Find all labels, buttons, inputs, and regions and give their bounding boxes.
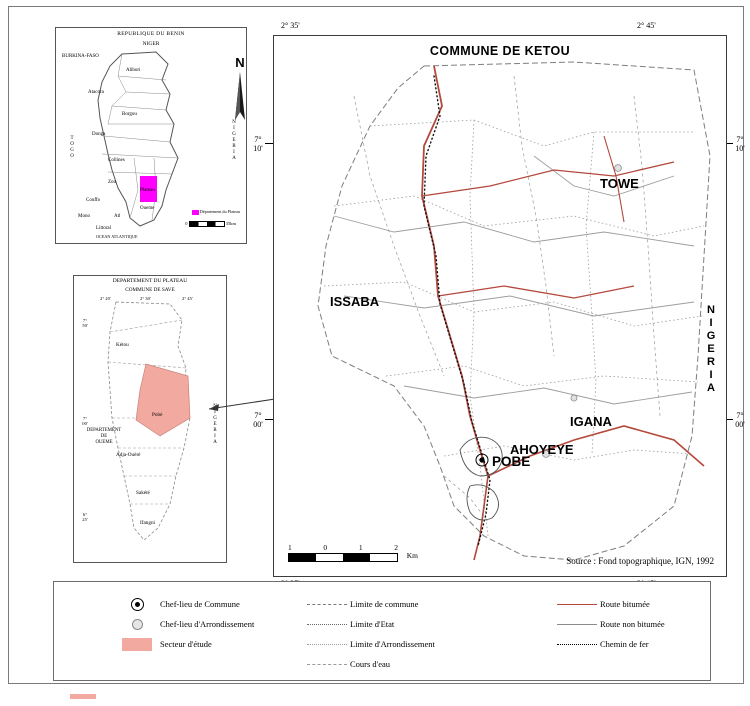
scale-tick-0: 1: [288, 543, 292, 552]
graticule-right-south: 7° 00': [735, 411, 745, 429]
chef-lieu-commune-icon: [114, 598, 160, 611]
plateau-legend-swatch: [192, 210, 199, 215]
inset-benin-ocean-label: OCEAN ATLANTIQUE: [96, 234, 138, 239]
main-map-scalebar: [288, 543, 418, 562]
scale-tick-2: 1: [358, 543, 363, 552]
legend-item-route-non-bitumee: [554, 614, 665, 634]
callout-leader-line: [207, 395, 277, 411]
legend-column-2: [304, 594, 435, 674]
inset-benin-dept-5: Zou: [108, 180, 117, 185]
legend-item-chef-lieu-commune: [114, 594, 254, 614]
inset-benin-dept-2: Borgou: [122, 112, 137, 117]
inset-benin-east-neighbor: N I G E R I A: [232, 120, 236, 161]
legend-label-limite-commune: Limite de commune: [350, 599, 419, 609]
inset-plateau-commune-2: Adja-Ouèrè: [116, 452, 141, 458]
legend-item-cours-eau: [304, 654, 435, 674]
place-label-ahoyeye: AHOYEYE: [510, 442, 574, 457]
limite-commune-line-icon: [304, 604, 350, 605]
legend-label-chef-lieu-commune: Chef-lieu de Commune: [160, 599, 240, 609]
legend-label-secteur-etude: Secteur d'étude: [160, 639, 212, 649]
place-label-igana: IGANA: [570, 414, 612, 429]
legend-label-route-non-bitumee: Route non bitumée: [600, 619, 665, 629]
map-source-note: Source : Fond topographique, IGN, 1992: [566, 556, 714, 566]
inset-plateau-coord-left-1: 7° 00': [82, 416, 88, 426]
inset-benin-dept-11: Littoral: [96, 226, 111, 231]
inset-benin-dept-7: Mono: [78, 214, 90, 219]
cours-eau-line-icon: [304, 664, 350, 665]
tick-left-north: [265, 143, 273, 144]
graticule-left-south: 7° 00': [253, 411, 263, 429]
inset-benin-dept-8: Plateau: [140, 188, 155, 193]
legend-item-chemin-fer: [554, 634, 665, 654]
graticule-left-north: 7° 10': [253, 135, 263, 153]
inset-benin-dept-1: Atacora: [88, 90, 104, 95]
map-figure: [8, 6, 744, 684]
inset-plateau-commune-1: Pobè: [152, 412, 163, 418]
graticule-right-north: 7° 10': [735, 135, 745, 153]
plateau-outline-shape: [100, 298, 200, 546]
place-label-pobe: POBE: [492, 454, 531, 469]
limite-etat-line-icon: [304, 624, 350, 625]
legend-item-secteur-etude: [114, 634, 254, 654]
inset-plateau-map: [73, 275, 227, 563]
chemin-fer-line-icon: [554, 644, 600, 645]
inset-plateau-commune-3: Sakété: [136, 490, 150, 496]
scale-tick-1: 0: [323, 543, 328, 552]
inset-plateau-north-label: COMMUNE DE SAVE: [125, 287, 175, 293]
legend-item-route-bitumee: [554, 594, 665, 614]
graticule-top-left: 2° 35': [281, 21, 300, 30]
scale-tick-3: 2: [394, 543, 398, 552]
inset-plateau-west-label: DEPARTEMENT DE OUEME: [86, 428, 122, 445]
inset-plateau-coord-top-2: 2° 45': [182, 296, 193, 301]
inset-plateau-coord-top-0: 2° 20': [100, 296, 111, 301]
legend-column-1: [114, 594, 254, 654]
main-map-title: COMMUNE DE KETOU: [429, 44, 571, 58]
legend-item-chef-lieu-arrondissement: [114, 614, 254, 634]
page-bottom-swatch: [70, 694, 96, 699]
chef-lieu-arrondissement-icon: [114, 619, 160, 630]
inset-plateau-commune-0: Kétou: [116, 342, 129, 348]
map-legend: [53, 581, 711, 681]
legend-label-route-bitumee: Route bitumée: [600, 599, 650, 609]
plateau-legend-label: Département du Plateau: [199, 209, 240, 215]
legend-label-limite-etat: Limite d'Etat: [350, 619, 395, 629]
inset-plateau-coord-top-1: 2° 30': [140, 296, 151, 301]
inset-benin-map: [55, 27, 247, 244]
inset-benin-north-neighbor: NIGER: [142, 41, 160, 47]
inset-benin-southwest-neighbor: T O G O: [70, 136, 74, 159]
inset-benin-scale-bar: [189, 221, 225, 227]
route-bitumee-line-icon: [554, 604, 600, 605]
inset-benin-west-neighbor: BURKINA-FASO: [62, 54, 99, 59]
north-arrow: [227, 55, 253, 133]
legend-label-chef-lieu-arrondissement: Chef-lieu d'Arrondissement: [160, 619, 255, 629]
inset-benin-dept-4: Collines: [108, 158, 125, 163]
graticule-top-right: 2° 45': [637, 21, 656, 30]
limite-arrondissement-line-icon: [304, 644, 350, 645]
legend-column-3: [554, 594, 665, 654]
inset-benin-scalebar: [185, 221, 236, 227]
north-arrow-label: N: [235, 55, 245, 70]
north-arrow-icon: [230, 70, 250, 128]
inset-benin-title: REPUBLIQUE DU BENIN: [117, 31, 185, 37]
legend-label-limite-arrondissement: Limite d'Arrondissement: [350, 639, 435, 649]
inset-benin-dept-3: Donga: [92, 132, 106, 137]
legend-item-limite-commune: [304, 594, 435, 614]
legend-label-cours-eau: Cours d'eau: [350, 659, 391, 669]
inset-plateau-commune-4: Ifangni: [140, 520, 155, 526]
legend-item-limite-arrondissement: [304, 634, 435, 654]
inset-benin-dept-9: Atl: [114, 214, 121, 219]
main-map: [273, 35, 727, 577]
place-label-issaba: ISSABA: [330, 294, 380, 309]
place-label-towe: TOWE: [600, 176, 639, 191]
scale-unit-label: Km: [406, 551, 418, 560]
inset-plateau-coord-left-2: 6° 25': [82, 512, 88, 522]
inset-benin-dept-6: Couffo: [86, 198, 101, 203]
inset-benin-dept-10: Oueme: [140, 206, 155, 211]
secteur-etude-swatch: [114, 638, 160, 651]
legend-item-limite-etat: [304, 614, 435, 634]
inset-benin-scale-max: 35km: [225, 221, 236, 227]
main-map-nigeria-label: N I G E R I A: [706, 304, 716, 394]
inset-benin-legend: [192, 209, 240, 215]
inset-plateau-coord-left-0: 7° 50': [82, 318, 88, 328]
scale-bar-graphic: [288, 553, 398, 562]
benin-outline-shape: [82, 50, 202, 230]
inset-plateau-title: DEPARTEMENT DU PLATEAU: [112, 278, 188, 284]
inset-plateau-east-label: I G E R I A: [213, 410, 217, 445]
tick-left-south: [265, 419, 273, 420]
inset-benin-dept-0: Alibori: [126, 68, 141, 73]
route-non-bitumee-line-icon: [554, 624, 600, 625]
legend-label-chemin-fer: Chemin de fer: [600, 639, 649, 649]
inset-benin-scale-zero: 0: [185, 221, 188, 227]
